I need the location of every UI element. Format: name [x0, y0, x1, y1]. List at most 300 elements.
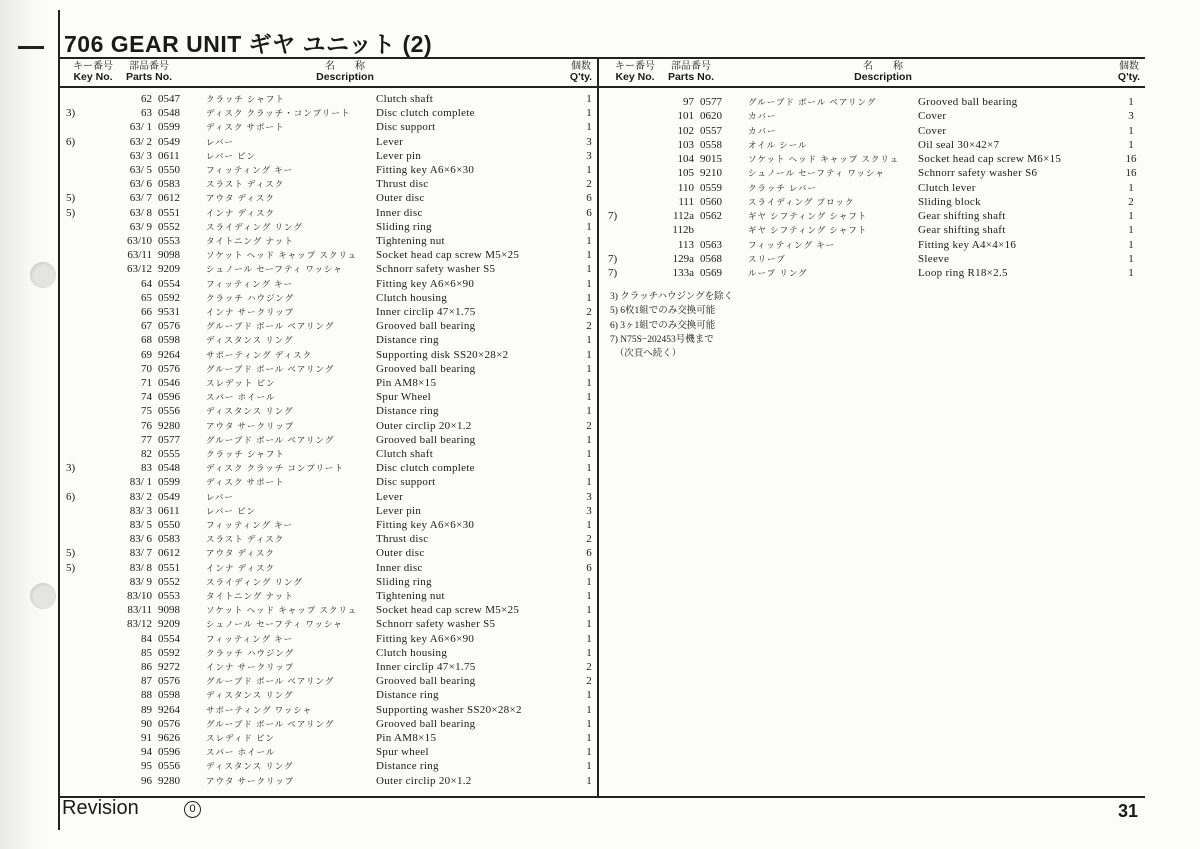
cell-qty: 1 [1128, 96, 1134, 108]
table-row [66, 646, 606, 660]
cell-qty: 1 [586, 433, 592, 446]
cell-desc-jp: クラッチ レバー [748, 182, 817, 193]
cell-key-no: 67 [141, 320, 152, 333]
cell-key-no: 91 [141, 732, 152, 744]
cell-desc-jp: ディスク サポート [206, 122, 285, 133]
table-row [66, 163, 606, 177]
table-row [608, 95, 1148, 109]
cell-desc-jp: ソケット ヘッド キャップ スクリュ [206, 250, 358, 261]
cell-description: Cover [918, 124, 947, 137]
cell-part-no: 0563 [700, 238, 722, 251]
table-row [66, 220, 606, 234]
cell-key-no: 90 [141, 717, 152, 730]
cell-qty: 2 [586, 533, 592, 546]
cell-qty: 1 [1128, 124, 1134, 137]
cell-key-no: 84 [141, 632, 152, 645]
footer-rule [60, 796, 1145, 798]
table-row [66, 419, 606, 433]
cell-description: Socket head cap screw M5×25 [376, 604, 520, 617]
cell-part-no: 0577 [158, 433, 180, 446]
cell-key-no: 77 [141, 433, 152, 446]
cell-qty: 1 [586, 291, 592, 304]
cell-key-no: 63/10 [126, 235, 152, 247]
cell-desc-jp: ディスク サポート [206, 477, 285, 488]
table-row [608, 166, 1148, 180]
table-row [66, 234, 606, 248]
table-row [66, 149, 606, 163]
table-row [66, 660, 606, 674]
cell-description: Sliding ring [376, 220, 432, 233]
cell-description: Spur wheel [376, 746, 429, 759]
table-row [66, 532, 606, 546]
col-desc-header-right [838, 61, 928, 83]
cell-key-no: 75 [141, 405, 152, 418]
cell-description: Schnorr safety washer S5 [376, 263, 496, 276]
cell-desc-jp: サポーティング ワッシャ [206, 704, 313, 715]
cell-description: Socket head cap screw M5×25 [376, 249, 520, 262]
col-qty-header-right [1112, 61, 1146, 83]
table-row [66, 362, 606, 376]
cell-part-no: 0546 [158, 377, 180, 389]
cell-description: Clutch shaft [376, 448, 434, 460]
cell-description: Fitting key A4×4×16 [918, 238, 1017, 251]
cell-key-no: 63/ 9 [129, 220, 152, 233]
cell-description: Supporting washer SS20×28×2 [376, 703, 522, 716]
cell-key-no: 83/ 6 [129, 533, 152, 546]
cell-description: Distance ring [376, 334, 439, 347]
cell-desc-jp: タイトニング ナット [206, 591, 294, 601]
cell-part-no: 0598 [158, 689, 180, 702]
table-row [66, 120, 606, 134]
table-row [66, 135, 606, 149]
cell-description: Grooved ball bearing [376, 433, 476, 446]
cell-qty: 2 [586, 306, 592, 318]
cell-description: Clutch housing [376, 291, 448, 304]
cell-description: Schnorr safety washer S5 [376, 618, 496, 631]
cell-qty: 1 [586, 604, 592, 617]
cell-part-no: 0550 [158, 164, 180, 176]
cell-note: 5) [66, 206, 76, 219]
cell-description: Lever pin [376, 504, 422, 517]
cell-qty: 1 [1128, 181, 1134, 194]
cell-key-no: 76 [141, 419, 152, 432]
cell-qty: 1 [586, 646, 592, 659]
cell-description: Sliding block [918, 195, 981, 208]
cell-key-no: 89 [141, 703, 152, 716]
cell-desc-jp: スラスト ディスク [206, 179, 285, 190]
cell-part-no: 0552 [158, 575, 180, 588]
cell-desc-jp: クラッチ ハウジング [206, 647, 295, 658]
table-row [66, 589, 606, 603]
cell-part-no: 0549 [158, 490, 180, 503]
cell-desc-jp: スラスト ディスク [206, 534, 285, 545]
cell-part-no: 0611 [158, 149, 180, 162]
cell-description: Disc clutch complete [376, 107, 475, 120]
cell-part-no: 0547 [158, 93, 180, 105]
cell-key-no: 63/12 [126, 263, 152, 276]
cell-desc-jp: ディスタンス リング [206, 335, 294, 346]
cell-key-no: 83/12 [126, 618, 152, 631]
cell-qty: 1 [586, 448, 592, 460]
cell-key-no: 83/ 1 [129, 476, 152, 489]
cell-desc-jp: スリーブ [748, 253, 786, 264]
cell-description: Clutch shaft [376, 93, 434, 105]
cell-desc-jp: シュノール セーフティ ワッシャ [206, 619, 343, 630]
cell-desc-jp: スレデット ピン [206, 378, 276, 388]
cell-qty: 1 [586, 121, 592, 134]
col-part-en: Parts No. [667, 71, 715, 83]
cell-desc-jp: ループ リング [748, 268, 808, 278]
cell-desc-jp: アウタ サークリップ [206, 775, 295, 786]
cell-key-no: 129a [672, 252, 694, 265]
cell-part-no: 0553 [158, 590, 180, 602]
cell-qty: 1 [586, 377, 592, 389]
cell-key-no: 69 [141, 348, 152, 361]
table-row [66, 504, 606, 518]
col-qty-jp: 個数 [1119, 61, 1139, 72]
header-top-rule [60, 57, 1145, 59]
cell-description: Disc support [376, 121, 436, 134]
cell-part-no: 9210 [700, 167, 722, 180]
cell-description: Outer circlip 20×1.2 [376, 774, 472, 787]
cell-description: Outer disc [376, 547, 425, 560]
cell-part-no: 0556 [158, 405, 180, 418]
col-key-header [66, 61, 120, 83]
cell-note: 7) [608, 210, 618, 222]
cell-part-no: 0554 [158, 632, 180, 645]
cell-key-no: 86 [141, 661, 152, 673]
table-row [66, 617, 606, 631]
cell-qty: 1 [586, 590, 592, 602]
cell-part-no: 0583 [158, 178, 180, 191]
cell-desc-jp: スライディング リング [206, 576, 303, 587]
cell-key-no: 133a [672, 267, 694, 279]
cell-desc-jp: アウタ サークリップ [206, 420, 295, 431]
cell-description: Spur Wheel [376, 391, 432, 404]
cell-key-no: 63/11 [127, 249, 152, 262]
footnote: 7) N75S−202453号機まで [610, 334, 714, 345]
cell-part-no: 9626 [158, 732, 180, 744]
cell-qty: 3 [586, 504, 592, 517]
cell-key-no: 105 [677, 167, 694, 180]
cell-part-no: 0576 [158, 717, 180, 730]
cell-qty: 1 [586, 263, 592, 276]
cell-description: Supporting disk SS20×28×2 [376, 348, 509, 361]
table-row [66, 490, 606, 504]
footnote: 5) 6枚1組でのみ交換可能 [610, 306, 716, 317]
cell-key-no: 95 [141, 760, 152, 773]
col-part-jp: 部品番号 [129, 61, 169, 72]
cell-desc-jp: フィッティング キー [206, 633, 294, 644]
cell-desc-jp: サポーティング ディスク [206, 349, 313, 360]
table-row [66, 603, 606, 617]
cell-part-no: 0612 [158, 192, 180, 205]
cell-desc-jp: ディスタンス リング [206, 761, 294, 772]
cell-qty: 2 [586, 178, 592, 191]
cell-part-no: 0599 [158, 121, 180, 134]
cell-desc-jp: スパー ホイール [206, 392, 276, 403]
cell-part-no: 9209 [158, 618, 180, 631]
cell-part-no: 0576 [158, 320, 180, 333]
cell-desc-jp: フィッティング キー [206, 520, 294, 530]
col-part-header [122, 61, 176, 83]
cell-key-no: 87 [141, 675, 152, 688]
cell-note: 3) [66, 107, 76, 120]
col-key-jp: キー番号 [73, 61, 113, 72]
cell-key-no: 104 [677, 153, 694, 165]
cell-qty: 3 [586, 149, 592, 162]
cell-key-no: 88 [141, 689, 152, 702]
col-desc-jp: 名 称 [325, 61, 365, 72]
cell-key-no: 101 [677, 110, 694, 123]
cell-desc-jp: グルーブド ボール ベアリング [206, 363, 335, 374]
table-row [66, 475, 606, 489]
col-key-jp: キー番号 [615, 61, 655, 72]
cell-qty: 1 [586, 575, 592, 588]
cell-key-no: 83/ 3 [129, 504, 152, 517]
cell-note: 6) [66, 490, 76, 503]
cell-part-no: 0598 [158, 334, 180, 347]
cell-description: Lever [376, 135, 404, 148]
table-row [66, 461, 606, 475]
cell-part-no: 0560 [700, 195, 722, 208]
table-row [66, 291, 606, 305]
cell-part-no: 9272 [158, 661, 180, 673]
cell-key-no: 112a [673, 210, 694, 222]
cell-description: Clutch lever [918, 181, 976, 194]
cell-note: 5) [66, 561, 76, 574]
cell-qty: 1 [586, 220, 592, 233]
cell-desc-jp: クラッチ ハウジング [206, 292, 295, 303]
binder-hole [30, 262, 56, 288]
cell-qty: 1 [586, 703, 592, 716]
cell-qty: 1 [1128, 138, 1134, 151]
cell-desc-jp: カバー [748, 111, 777, 122]
col-part-jp: 部品番号 [671, 61, 711, 72]
cell-description: Grooved ball bearing [376, 675, 476, 688]
cell-part-no: 0611 [158, 504, 180, 517]
cell-part-no: 9280 [158, 774, 180, 787]
table-row [66, 731, 606, 745]
cell-part-no: 0553 [158, 235, 180, 247]
cell-note: 7) [608, 267, 618, 279]
table-row [66, 745, 606, 759]
table-row [608, 181, 1148, 195]
table-row [608, 138, 1148, 152]
cell-part-no: 0557 [700, 124, 722, 137]
col-desc-jp: 名 称 [863, 61, 903, 72]
cell-qty: 1 [586, 249, 592, 262]
table-row [66, 262, 606, 276]
cell-qty: 3 [586, 490, 592, 503]
table-row [66, 348, 606, 362]
table-row [608, 109, 1148, 123]
col-desc-en: Description [854, 71, 912, 83]
cell-description: Tightening nut [376, 590, 445, 602]
col-key-en: Key No. [73, 71, 113, 83]
table-row [608, 124, 1148, 138]
footnote: （次頁へ続く） [610, 349, 682, 360]
revision-label: Revision [62, 797, 139, 819]
cell-part-no: 0550 [158, 519, 180, 531]
table-row [608, 195, 1148, 209]
cell-qty: 1 [1128, 224, 1134, 237]
cell-description: Inner circlip 47×1.75 [376, 306, 476, 318]
cell-part-no: 0558 [700, 138, 722, 151]
cell-part-no: 0620 [700, 110, 722, 123]
cell-description: Gear shifting shaft [918, 224, 1006, 237]
cell-desc-jp: アウタ ディスク [206, 548, 275, 559]
cell-description: Lever [376, 490, 404, 503]
cell-part-no: 0596 [158, 746, 180, 759]
table-row [66, 404, 606, 418]
cell-description: Thrust disc [376, 178, 429, 191]
cell-qty: 1 [586, 235, 592, 247]
table-row [66, 106, 606, 120]
table-row [66, 447, 606, 461]
table-row [66, 177, 606, 191]
cell-key-no: 65 [141, 291, 152, 304]
cell-qty: 1 [586, 391, 592, 404]
cell-qty: 1 [586, 476, 592, 489]
table-row [608, 252, 1148, 266]
cell-key-no: 83 [141, 462, 152, 475]
cell-key-no: 70 [141, 362, 152, 375]
cell-part-no: 9280 [158, 419, 180, 432]
cell-part-no: 0556 [158, 760, 180, 773]
table-row [66, 688, 606, 702]
binder-margin [0, 0, 46, 849]
cell-description: Grooved ball bearing [918, 96, 1018, 108]
cell-desc-jp: ギヤ シフティング シャフト [748, 225, 868, 236]
cell-description: Inner disc [376, 561, 423, 574]
cell-qty: 2 [586, 320, 592, 333]
revision-number: 0 [184, 801, 201, 818]
table-row [66, 433, 606, 447]
cell-key-no: 83/ 7 [129, 547, 152, 560]
cell-qty: 1 [586, 405, 592, 418]
cell-desc-jp: ディスク クラッチ・コンプリート [206, 108, 351, 119]
cell-part-no: 9531 [158, 306, 180, 318]
cell-qty: 1 [586, 462, 592, 475]
cell-desc-jp: スレディド ピン [206, 733, 275, 743]
table-row [66, 206, 606, 220]
cell-qty: 6 [586, 206, 592, 219]
cell-description: Sleeve [918, 252, 950, 265]
cell-desc-jp: グルーブド ボール ベアリング [748, 97, 877, 107]
cell-key-no: 82 [141, 448, 152, 460]
cell-key-no: 83/ 5 [129, 519, 152, 531]
col-part-en: Parts No. [125, 71, 173, 83]
cell-key-no: 111 [678, 195, 694, 208]
table-row [66, 546, 606, 560]
cell-part-no: 0612 [158, 547, 180, 560]
table-row [66, 191, 606, 205]
cell-note: 7) [608, 252, 618, 265]
cell-desc-jp: レバー [206, 136, 234, 147]
left-rule [58, 10, 60, 830]
cell-part-no: 0554 [158, 277, 180, 290]
cell-part-no: 9209 [158, 263, 180, 276]
cell-desc-jp: インナ サークリップ [206, 307, 295, 317]
cell-description: Disc support [376, 476, 436, 489]
cell-key-no: 63/ 5 [129, 164, 152, 176]
cell-desc-jp: ディスク クラッチ コンプリート [206, 463, 345, 474]
cell-key-no: 83/11 [127, 604, 152, 617]
cell-part-no: 0552 [158, 220, 180, 233]
table-row [66, 575, 606, 589]
cell-qty: 6 [586, 547, 592, 560]
table-row [66, 277, 606, 291]
cell-key-no: 74 [141, 391, 152, 404]
cell-description: Socket head cap screw M6×15 [918, 153, 1062, 165]
cell-description: Distance ring [376, 760, 439, 773]
cell-desc-jp: カバー [748, 125, 777, 136]
cell-part-no: 0548 [158, 462, 180, 475]
cell-key-no: 113 [677, 238, 694, 251]
cell-qty: 1 [586, 760, 592, 773]
cell-key-no: 102 [677, 124, 694, 137]
cell-desc-jp: クラッチ シャフト [206, 94, 285, 104]
table-row [608, 223, 1148, 237]
cell-desc-jp: ディスタンス リング [206, 406, 294, 417]
cell-description: Grooved ball bearing [376, 320, 476, 333]
cell-description: Grooved ball bearing [376, 717, 476, 730]
col-desc-en: Description [316, 71, 374, 83]
cell-desc-jp: シュノール セーフティ ワッシャ [748, 168, 885, 179]
table-row [608, 238, 1148, 252]
cell-desc-jp: ギヤ シフティング シャフト [748, 211, 868, 221]
cell-part-no: 0577 [700, 96, 722, 108]
cell-desc-jp: レバー [206, 491, 234, 502]
cell-description: Pin AM8×15 [376, 732, 437, 744]
cell-qty: 1 [586, 689, 592, 702]
cell-part-no: 0562 [700, 210, 722, 222]
cell-desc-jp: グルーブド ボール ベアリング [206, 434, 335, 445]
cell-key-no: 63/ 8 [129, 206, 152, 219]
cell-desc-jp: フィッティング キー [206, 165, 294, 175]
cell-key-no: 97 [683, 96, 694, 108]
cell-desc-jp: フィッティング キー [206, 278, 294, 289]
cell-part-no: 9015 [700, 153, 722, 165]
cell-desc-jp: クラッチ シャフト [206, 449, 285, 459]
cell-qty: 6 [586, 561, 592, 574]
table-row [66, 674, 606, 688]
table-row [66, 703, 606, 717]
cell-key-no: 63/ 6 [129, 178, 152, 191]
cell-key-no: 96 [141, 774, 152, 787]
cell-qty: 3 [1128, 110, 1134, 123]
col-part-header-right [664, 61, 718, 83]
cell-desc-jp: レバー ピン [206, 505, 257, 516]
cell-description: Lever pin [376, 149, 422, 162]
cell-part-no: 0592 [158, 291, 180, 304]
cell-key-no: 83/ 2 [129, 490, 152, 503]
cell-desc-jp: オイル シール [748, 139, 808, 150]
col-qty-en: Q'ty. [569, 71, 593, 83]
cell-part-no: 0576 [158, 362, 180, 375]
cell-qty: 1 [1128, 267, 1134, 279]
cell-description: Outer disc [376, 192, 425, 205]
cell-desc-jp: スパー ホイール [206, 747, 276, 758]
cell-qty: 1 [586, 277, 592, 290]
cell-desc-jp: フィッティング キー [748, 239, 836, 250]
cell-key-no: 103 [677, 138, 694, 151]
cell-key-no: 63 [141, 107, 152, 120]
table-row [608, 209, 1148, 223]
table-row [66, 390, 606, 404]
cell-key-no: 94 [141, 746, 152, 759]
